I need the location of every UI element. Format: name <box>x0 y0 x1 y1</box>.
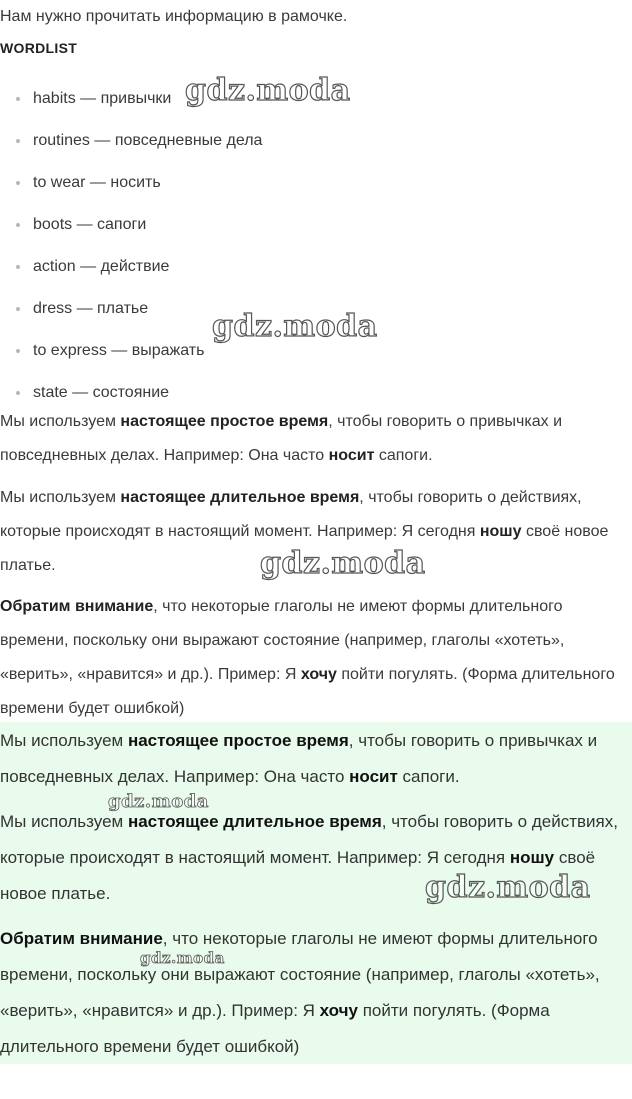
list-item-text: to express — выражать <box>33 342 205 359</box>
paragraph-text: Мы используем <box>0 489 121 506</box>
bullet-icon <box>16 265 20 269</box>
bullet-icon <box>16 97 20 101</box>
bullet-icon <box>16 391 20 395</box>
paragraph-text: сапоги. <box>374 447 433 464</box>
emphasis-text: хочу <box>300 666 337 683</box>
list-item-text: state — состояние <box>33 384 170 401</box>
paragraph-note <box>0 590 632 726</box>
emphasis-text: хочу <box>319 1001 358 1020</box>
list-item-text: to wear — носить <box>33 174 161 191</box>
bullet-icon <box>16 223 20 227</box>
bullet-icon <box>16 181 20 185</box>
emphasis-text: носит <box>349 767 398 786</box>
paragraph-text: , что некоторые глаголы не имеют формы длительного времени, поскольку они выражают состояние (например, глаголы «хотеть», «верить», «нравится» и др.). Пример: Я <box>0 598 565 683</box>
watermark: gdz.moda <box>425 870 591 905</box>
watermark: gdz.moda <box>185 73 351 108</box>
emphasis-text: Обратим внимание <box>0 598 154 615</box>
watermark: gdz.moda <box>212 309 378 344</box>
list-item-text: dress — платье <box>33 300 149 317</box>
paragraph-text: , чтобы говорить о привычках и повседневных делах. Например: Она часто <box>0 731 598 786</box>
paragraph-present-simple <box>0 405 632 473</box>
list-item-text: boots — сапоги <box>33 216 147 233</box>
highlight-paragraph-present-simple <box>0 723 628 795</box>
list-item-text: habits — привычки <box>33 90 172 107</box>
paragraph-text: своё новое платье. <box>0 848 596 903</box>
paragraph-text: сапоги. <box>397 767 460 786</box>
highlight-paragraph-note <box>0 921 628 1065</box>
paragraph-text: , чтобы говорить о действиях, которые происходят в настоящий момент. Например: Я сегодня <box>0 489 582 540</box>
paragraph-text: пойти погулять. (Форма длительного времени будет ошибкой) <box>0 666 615 717</box>
bullet-icon <box>16 349 20 353</box>
emphasis-text: настоящее длительное время <box>120 489 360 506</box>
emphasis-text: настоящее длительное время <box>127 812 382 831</box>
paragraph-text: Мы используем <box>0 731 128 750</box>
emphasis-text: носит <box>328 447 375 464</box>
intro-text: Нам нужно прочитать информацию в рамочке. <box>0 8 348 25</box>
paragraph-text: , чтобы говорить о действиях, которые происходят в настоящий момент. Например: Я сегодня <box>0 812 618 867</box>
emphasis-text: ношу <box>509 848 555 867</box>
emphasis-text: ношу <box>479 523 522 540</box>
emphasis-text: настоящее простое время <box>120 413 329 430</box>
watermark: gdz.moda <box>108 791 209 812</box>
list-item-text: routines — повседневные дела <box>33 132 263 149</box>
paragraph-text: пойти погулять. (Форма длительного времени будет ошибкой) <box>0 1001 550 1056</box>
list-item-text: action — действие <box>33 258 170 275</box>
paragraph-text: Мы используем <box>0 812 128 831</box>
emphasis-text: настоящее простое время <box>127 731 349 750</box>
paragraph-text: своё новое платье. <box>0 523 609 574</box>
emphasis-text: Обратим внимание <box>0 929 163 948</box>
watermark: gdz.moda <box>260 546 426 581</box>
paragraph-text: , чтобы говорить о привычках и повседневных делах. Например: Она часто <box>0 413 563 464</box>
paragraph-text: Мы используем <box>0 413 121 430</box>
wordlist-title: WORDLIST <box>0 40 78 56</box>
bullet-icon <box>16 307 20 311</box>
bullet-icon <box>16 139 20 143</box>
paragraph-text: , что некоторые глаголы не имеют формы длительного времени, поскольку они выражают состояние (например, глаголы «хотеть», «верить», «нравится» и др.). Пример: Я <box>0 929 600 1020</box>
watermark: gdz.moda <box>140 949 225 967</box>
